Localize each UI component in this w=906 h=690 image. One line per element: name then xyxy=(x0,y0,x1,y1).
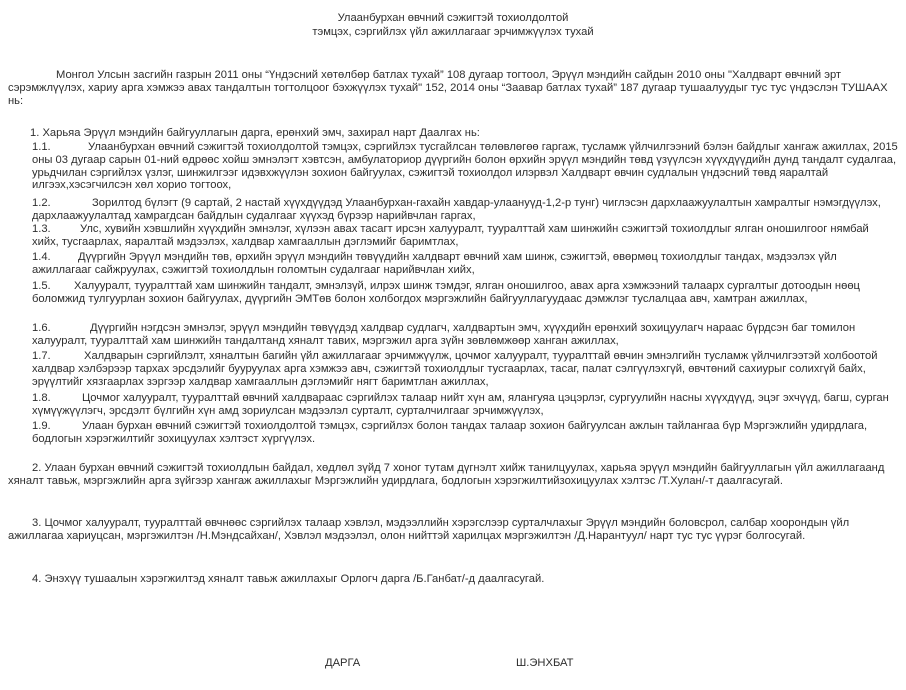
subitem-text: Дүүргийн Эрүүл мэндийн төв, өрхийн эрүүл мэндийн төвүүдийн халдварт өвчний хам шинж, сэжигтэй, өвөрмөц тохиолдлыг тандах, мэдээлэх үйл ажиллагааг сайжруулах, сэжигтэй тохиолдлын голомтын судалгааг нарийвчлан хийх, xyxy=(32,251,837,276)
subitem-text: Улаан бурхан өвчний сэжигтэй тохиолдолтой тэмцэх, сэргийлэх болон тандах талаар зохион байгуулсан ажлын тайлангаа бүр Мэргэжлийн удирдлага, бодлогын хэрэгжилтийг зохицуулах хэлтэст хүргүүлэх. xyxy=(32,420,868,445)
subitem-number: 1.2. xyxy=(32,197,51,209)
item-1-heading: 1. Харьяа Эрүүл мэндийн байгууллагын дарга, ерөнхий эмч, захирал нарт Даалгах нь: xyxy=(30,127,480,139)
subitem-number: 1.3. xyxy=(32,223,51,235)
signature-title: ДАРГА xyxy=(325,657,361,669)
signature-name: Ш.ЭНХБАТ xyxy=(516,657,574,669)
subitem-number: 1.8. xyxy=(32,392,51,404)
subitem-number: 1.4. xyxy=(32,251,51,263)
subitem-number: 1.1. xyxy=(32,141,51,153)
subitem-text: Цочмог халууралт, тууралттай өвчний халдвараас сэргийлэх талаар нийт хүн ам, ялангуяа цэцэрлэг, сургуулийн насны хүүхдүүд, эцэг эхчүүд, багш, сурган хүмүүжүүлэгч, эрсдэлт бүлгийн хүн амд зориулсан мэдээлэл сурталт, сурталчилгааг эрчимжүүлэх, xyxy=(32,392,889,417)
subitem-text: Улс, хувийн хэвшлийн хүүхдийн эмнэлэг, хүлээн авах тасагт ирсэн халууралт, тууралттай хам шинжийн сэжигтэй тохиолдлыг ялган оношилгоог нямбай хийх, тусгаарлах, яаралтай мэдээлэх, халдвар хамгааллын дэглэмийг баримтлах, xyxy=(32,223,869,248)
subitem-text: Халдварын сэргийлэлт, хяналтын багийн үйл ажиллагааг эрчимжүүлж, цочмог халууралт, тууралттай өвчин эмнэлгийн тусламж үйлчилгээтэй холбоотой халдвар хэлбэрээр тархах эрсдэлийг бууруулах арга хэмжээ авч, сэжигтэй тохиолдлыг тусгаарлах, тасаг, палат сэлгүүлэхгүй, өвчтөний сахиурыг солихгүй байх, эрүүлтийг хязгаарлах зэргээр халдвар хамгааллын дэглэмийг нягт баримтлан ажиллах, xyxy=(32,350,878,388)
document-title-line1: Улаанбурхан өвчний сэжигтэй тохиолдолтой xyxy=(337,12,569,24)
subitem-number: 1.5. xyxy=(32,280,51,292)
subitem-text: Зорилтод бүлэгт (9 сартай, 2 настай хүүхдүүдэд Улаанбурхан-гахайн хавдар-улаануүд-1,2-р тунг) чиглэсэн дархлаажуулалтын хамралтыг нэмэгдүүлэх, дархлаажуулалтад хамрагдсан байдлын судалгааг хүүхэд бүрээр нарийвчлан гаргах, xyxy=(32,197,881,222)
subitem-text: Дүүргийн нэгдсэн эмнэлэг, эрүүл мэндийн төвүүдэд халдвар судлагч, халдвартын эмч, хүүхдийн ерөнхий зохицуулагч нараас бүрдсэн баг томилон халууралт, тууралттай хам шинжийн тандалтанд хяналт тавих, мэргэжил арга зүйн зөвлөмжөөр ханган ажиллах, xyxy=(32,322,856,347)
preamble-paragraph: Монгол Улсын засгийн газрын 2011 оны “Үндэсний хөтөлбөр батлах тухай” 108 дугаар тогтоол, Эрүүл мэндийн сайдын 2010 оны "Халдварт өвчний эрт сэрэмжлүүлэх, хариу арга хэмжээ авах тандалтын тогтолцоог бэхжүүлэх тухай" 152, 2014 оны “Заавар батлах тухай” 187 дугаар тушаалуудыг тус тус үндэслэн ТУШААХ нь: xyxy=(8,69,888,107)
document-title-line2: тэмцэх, сэргийлэх үйл ажиллагааг эрчимжүүлэх тухай xyxy=(312,26,594,38)
subitem-text: Халууралт, тууралттай хам шинжийн тандалт, эмнэлзүй, илрэх шинж тэмдэг, ялган оношилгоо, авах арга хэмжээний талаарх сургалтыг дотоодын нөөц боломжид тулгуурлан зохион байгуулах, дүүргийн ЭМТөв болон холбогдох мэргэжлийн байгууллагуудаас дэмжлэг туслалцаа авч, хамтран ажиллах, xyxy=(32,280,860,305)
subitem-number: 1.7. xyxy=(32,350,51,362)
subitem-number: 1.9. xyxy=(32,420,51,432)
item-4-paragraph: 4. Энэхүү тушаалын хэрэгжилтэд хяналт тавьж ажиллахыг Орлогч дарга /Б.Ганбат/-д даалгасугай. xyxy=(32,573,545,585)
subitem-number: 1.6. xyxy=(32,322,51,334)
item-3-paragraph: 3. Цочмог халууралт, тууралттай өвчнөөс сэргийлэх талаар хэвлэл, мэдээллийн хэрэгслээр сурталчлахыг Эрүүл мэндийн боловсрол, салбар хоорондын үйл ажиллагаа хариуцсан, мэргэжилтэн /Н.Мэндсайхан/, Хэвлэл мэдээлэл, олон нийттэй харилцах мэргэжилтэн /Д.Нарантуул/ нарт тус тус үүрэг болгосугай. xyxy=(8,517,850,542)
subitem-text: Улаанбурхан өвчний сэжигтэй тохиолдолтой тэмцэх, сэргийлэх тусгайлсан төлөвлөгөө гаргаж, тусламж үйлчилгээний бэлэн байдлыг хангаж ажиллах, 2015 оны 03 дугаар сарын 01-ний өдрөөс хойш эмнэлэгт хэвтсэн, амбулаториор дүүргийн болон өрхийн эрүүл мэндийн төвд үзүүлсэн хүүхдүүдийн дунд тандалт судалгаа, урьдчилан сэргийлэх үзлэг, шинжилгээг идэвхжүүлэн зохион байгуулах, сэжигтэй тохиолдол илэрвэл Халдварт өвчин судлалын үндэсний төвд яаралтай илгээх,хэсэгчилсэн хөл хорио тогтоох, xyxy=(32,141,898,192)
item-2-paragraph: 2. Улаан бурхан өвчний сэжигтэй тохиолдлын байдал, хөдлөл зүйд 7 хоног тутам дүгнэлт хийж танилцуулах, харьяа эрүүл мэндийн байгууллагын үйл ажиллагаанд хяналт тавьж, мэргэжлийн арга зүйгээр хангаж ажиллахыг Мэргэжлийн удирдлага, бодлогын хэрэгжилтийзохицуулах хэлтэс /Т.Хулан/-т даалгасугай. xyxy=(8,462,885,487)
